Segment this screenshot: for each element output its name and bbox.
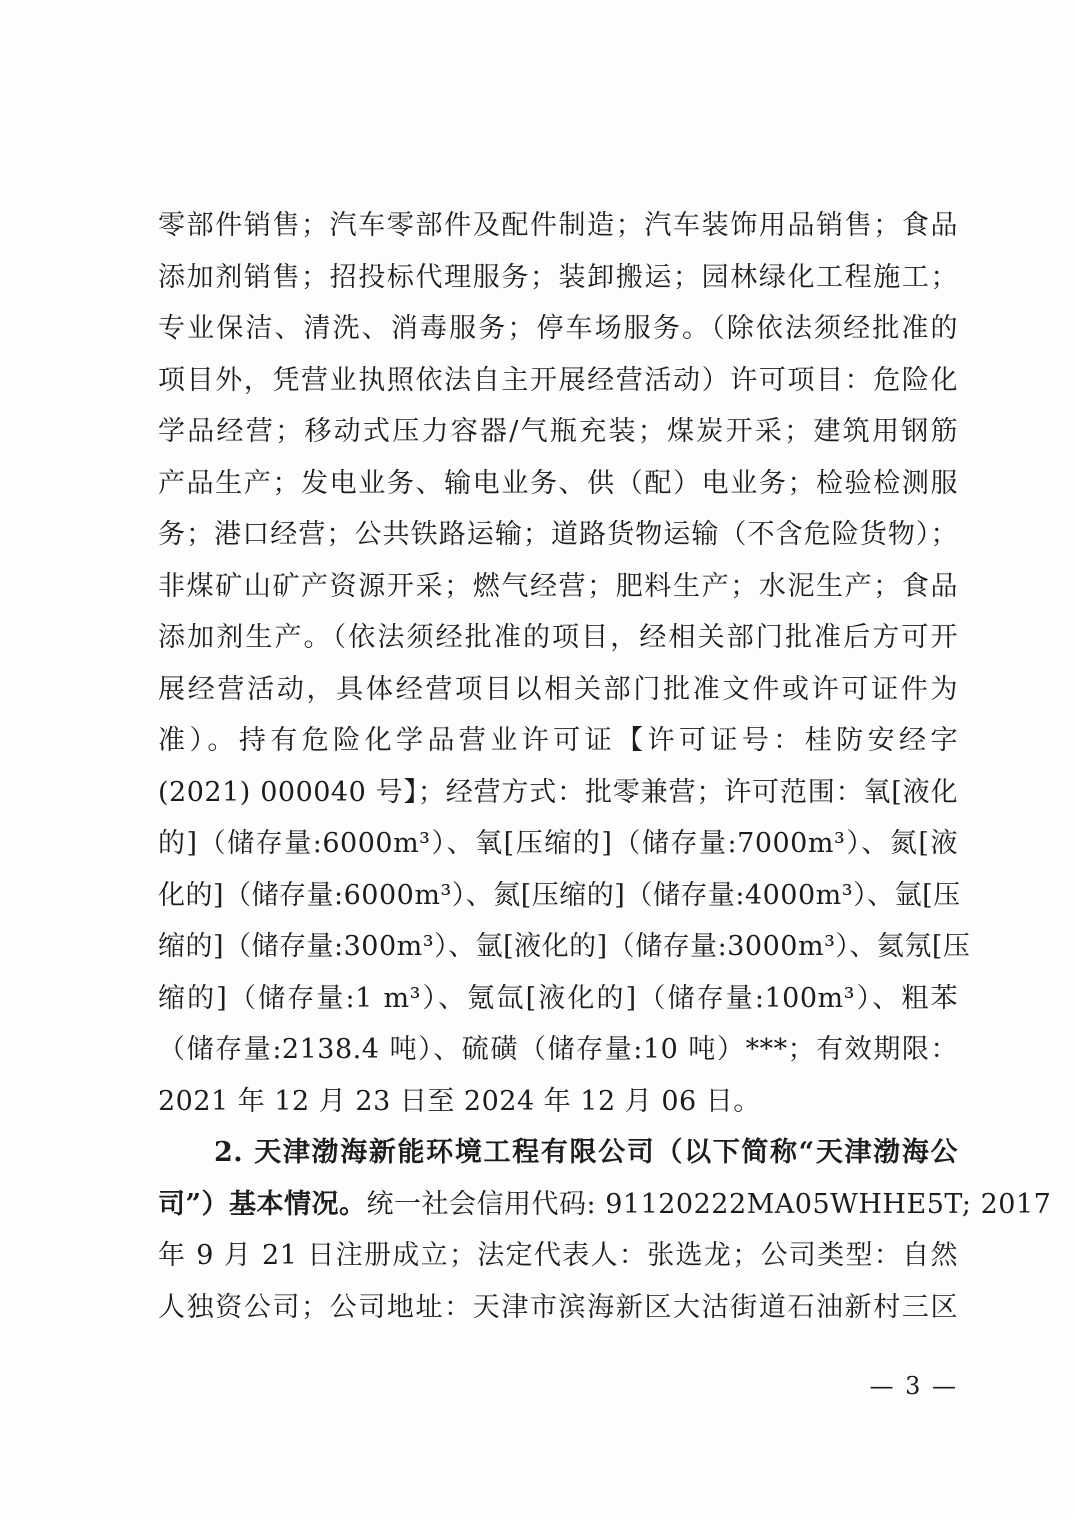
text-line-3: 专业保洁、清洗、消毒服务；停车场服务。（除依法须经批准的 — [158, 313, 958, 344]
text-line-17: （储存量:2138.4 吨）、硫磺（储存量:10 吨）***；有效期限： — [158, 1034, 959, 1065]
text-line-10: 展经营活动，具体经营项目以相关部门批准文件或许可证件为 — [158, 673, 958, 705]
section2-heading-line2 — [158, 1179, 1052, 1231]
text-line-16: 缩的]（储存量:1 m³）、氪氙[液化的]（储存量:100m³）、粗苯 — [158, 982, 958, 1014]
text-line-7: 务；港口经营；公共铁路运输；道路货物运输（不含危险货物）； — [158, 519, 958, 550]
section2-heading-bold: 司”）基本情况。 — [158, 1188, 367, 1220]
text-line-6: 产品生产；发电业务、输电业务、供（配）电业务；检验检测服 — [158, 467, 958, 499]
section2-line4: 人独资公司；公司地址：天津市滨海新区大沽街道石油新村三区 — [158, 1291, 958, 1323]
text-line-15: 缩的]（储存量:300m³）、氩[液化的]（储存量:3000m³）、氦氖[压 — [158, 931, 971, 962]
section2-heading-line1: 2. 天津渤海新能环境工程有限公司（以下简称“天津渤海公 — [214, 1137, 958, 1168]
text-line-14: 化的]（储存量:6000m³）、氮[压缩的]（储存量:4000m³）、氩[压 — [158, 879, 961, 911]
section2-line3: 年 9 月 21 日注册成立；法定代表人：张选龙；公司类型：自然 — [158, 1240, 958, 1271]
text-line-2: 添加剂销售；招投标代理服务；装卸搬运；园林绿化工程施工； — [158, 261, 958, 293]
text-line-12: (2021) 000040 号】；经营方式：批零兼营；许可范围：氧[液化 — [158, 776, 958, 808]
text-line-4: 项目外，凭营业执照依法自主开展经营活动）许可项目：危险化 — [158, 364, 958, 396]
text-line-9: 添加剂生产。（依法须经批准的项目，经相关部门批准后方可开 — [158, 622, 958, 653]
text-line-13: 的]（储存量:6000m³）、氧[压缩的]（储存量:7000m³）、氮[液 — [158, 828, 958, 859]
section2-credit-code: 统一社会信用代码: 91120222MA05WHHE5T; 2017 — [366, 1188, 1052, 1220]
text-line-1: 零部件销售；汽车零部件及配件制造；汽车装饰用品销售；食品 — [158, 210, 958, 241]
text-line-11: 准）。持有危险化学品营业许可证【许可证号：桂防安经字 — [158, 725, 958, 756]
body-text — [158, 200, 1052, 1333]
text-line-8: 非煤矿山矿产资源开采；燃气经营；肥料生产；水泥生产；食品 — [158, 570, 958, 602]
page-number: — 3 — — [869, 1372, 958, 1400]
text-line-18: 2021 年 12 月 23 日至 2024 年 12 月 06 日。 — [158, 1085, 761, 1117]
text-line-5: 学品经营；移动式压力容器/气瓶充装；煤炭开采；建筑用钢筋 — [158, 416, 958, 447]
